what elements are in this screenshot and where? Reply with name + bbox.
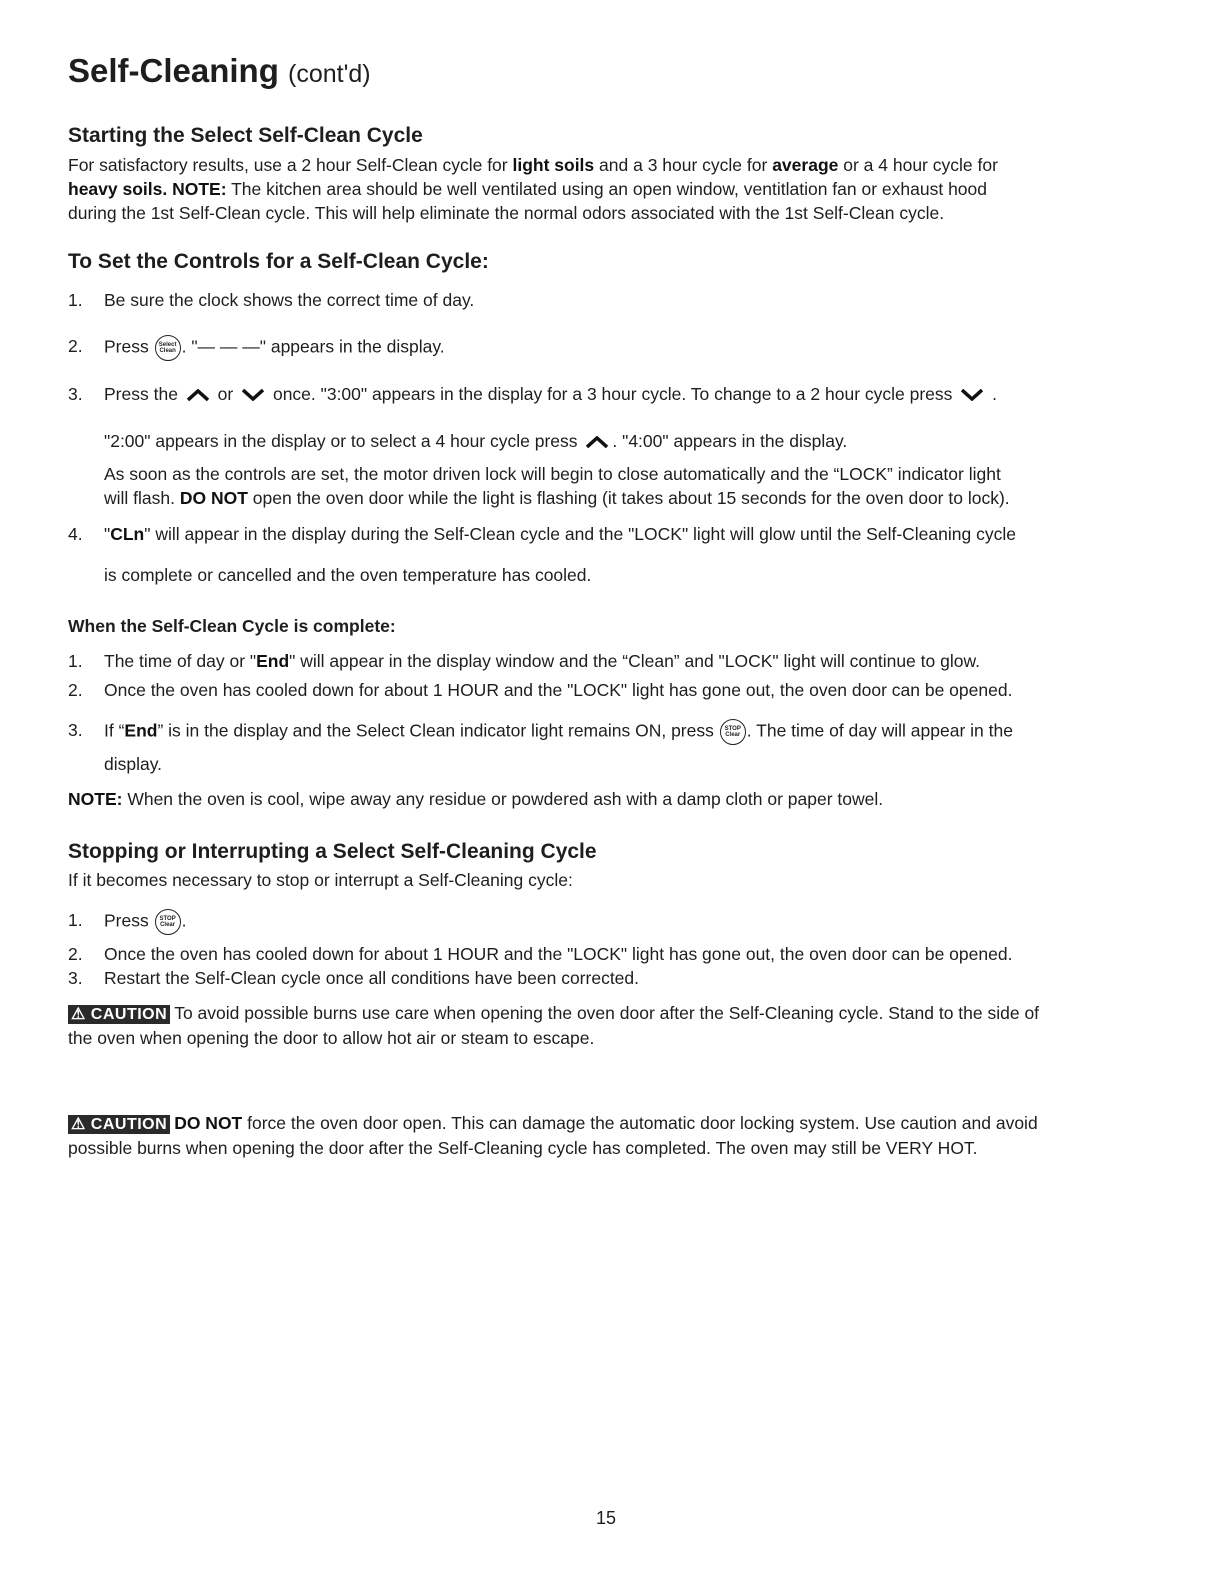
heading-starting: Starting the Select Self-Clean Cycle <box>68 124 423 147</box>
caution-badge: ⚠ CAUTION <box>68 1005 170 1024</box>
list-item: Once the oven has cooled down for about 1 HOUR and the "LOCK" light has gone out, the oven door can be opened. <box>104 944 1013 964</box>
caution-line: ⚠ CAUTION To avoid possible burns use care when opening the oven door after the Self-Cleaning cycle. Stand to the side of <box>68 1002 1039 1024</box>
list-number: 3. <box>68 968 83 988</box>
stop-clear-button-icon: STOP Clear <box>155 909 181 935</box>
list-number: 1. <box>68 290 83 310</box>
list-number: 1. <box>68 651 83 671</box>
list-item: If “End” is in the display and the Select Clean indicator light remains ON, press STOP Clear . The time of day will appear in the <box>104 719 1013 745</box>
heading-stopping: Stopping or Interrupting a Select Self-Cleaning Cycle <box>68 840 597 863</box>
stop-clear-button-icon: STOP Clear <box>720 719 746 745</box>
list-item: Press the or once. "3:00" appears in the display for a 3 hour cycle. To change to a 2 hour cycle press . <box>104 384 998 404</box>
paragraph-line: For satisfactory results, use a 2 hour Self-Clean cycle for light soils and a 3 hour cycle for average or a 4 hour cycle for <box>68 155 998 175</box>
list-number: 3. <box>68 720 83 740</box>
down-arrow-icon <box>242 389 264 401</box>
list-number: 4. <box>68 524 83 544</box>
caution-line: the oven when opening the door to allow hot air or steam to escape. <box>68 1028 595 1048</box>
note: NOTE: When the oven is cool, wipe away any residue or powdered ash with a damp cloth or paper towel. <box>68 789 884 809</box>
list-number: 3. <box>68 384 83 404</box>
list-item-continued: is complete or cancelled and the oven temperature has cooled. <box>104 565 592 585</box>
list-item: The time of day or "End" will appear in the display window and the “Clean” and "LOCK" light will continue to glow. <box>104 651 980 671</box>
paragraph-line: heavy soils. NOTE: The kitchen area should be well ventilated using an open window, ventitlation fan or exhaust hood <box>68 179 987 199</box>
heading-set-controls: To Set the Controls for a Self-Clean Cycle: <box>68 250 489 273</box>
up-arrow-icon <box>187 389 209 401</box>
list-number: 2. <box>68 680 83 700</box>
list-item: "CLn" will appear in the display during the Self-Clean cycle and the "LOCK" light will glow until the Self-Cleaning cycle <box>104 524 1016 544</box>
list-item: Press Select Clean . "— — —" appears in the display. <box>104 335 445 361</box>
list-item: Restart the Self-Clean cycle once all conditions have been corrected. <box>104 968 640 988</box>
list-number: 2. <box>68 944 83 964</box>
list-item-continued: As soon as the controls are set, the motor driven lock will begin to close automatically and the “LOCK” indicator light <box>104 464 1001 484</box>
paragraph-line: during the 1st Self-Clean cycle. This will help eliminate the normal odors associated with the 1st Self-Clean cycle. <box>68 203 945 223</box>
caution-badge: ⚠ CAUTION <box>68 1115 170 1134</box>
heading-when-complete: When the Self-Clean Cycle is complete: <box>68 616 396 636</box>
down-arrow-icon <box>961 389 983 401</box>
list-item-continued: "2:00" appears in the display or to select a 4 hour cycle press . "4:00" appears in the display. <box>104 431 848 451</box>
paragraph-line: If it becomes necessary to stop or interrupt a Self-Cleaning cycle: <box>68 870 573 890</box>
page-number: 15 <box>595 1508 617 1528</box>
select-clean-button-icon: Select Clean <box>155 335 181 361</box>
page-title <box>68 52 371 90</box>
list-item-continued: will flash. DO NOT open the oven door while the light is flashing (it takes about 15 seconds for the oven door to lock). <box>104 488 1010 508</box>
title-sub: (cont'd) <box>288 60 371 88</box>
caution-line: possible burns when opening the door after the Self-Cleaning cycle has completed. The oven may still be VERY HOT. <box>68 1138 978 1158</box>
up-arrow-icon <box>586 436 608 448</box>
list-item: Press STOP Clear . <box>104 909 186 935</box>
title-main: Self-Cleaning <box>68 52 279 89</box>
caution-line: ⚠ CAUTION DO NOT force the oven door open. This can damage the automatic door locking system. Use caution and avoid <box>68 1112 1038 1134</box>
list-item-continued: display. <box>104 754 163 774</box>
list-item: Be sure the clock shows the correct time of day. <box>104 290 475 310</box>
list-number: 2. <box>68 336 83 356</box>
list-number: 1. <box>68 910 83 930</box>
list-item: Once the oven has cooled down for about 1 HOUR and the "LOCK" light has gone out, the oven door can be opened. <box>104 680 1013 700</box>
